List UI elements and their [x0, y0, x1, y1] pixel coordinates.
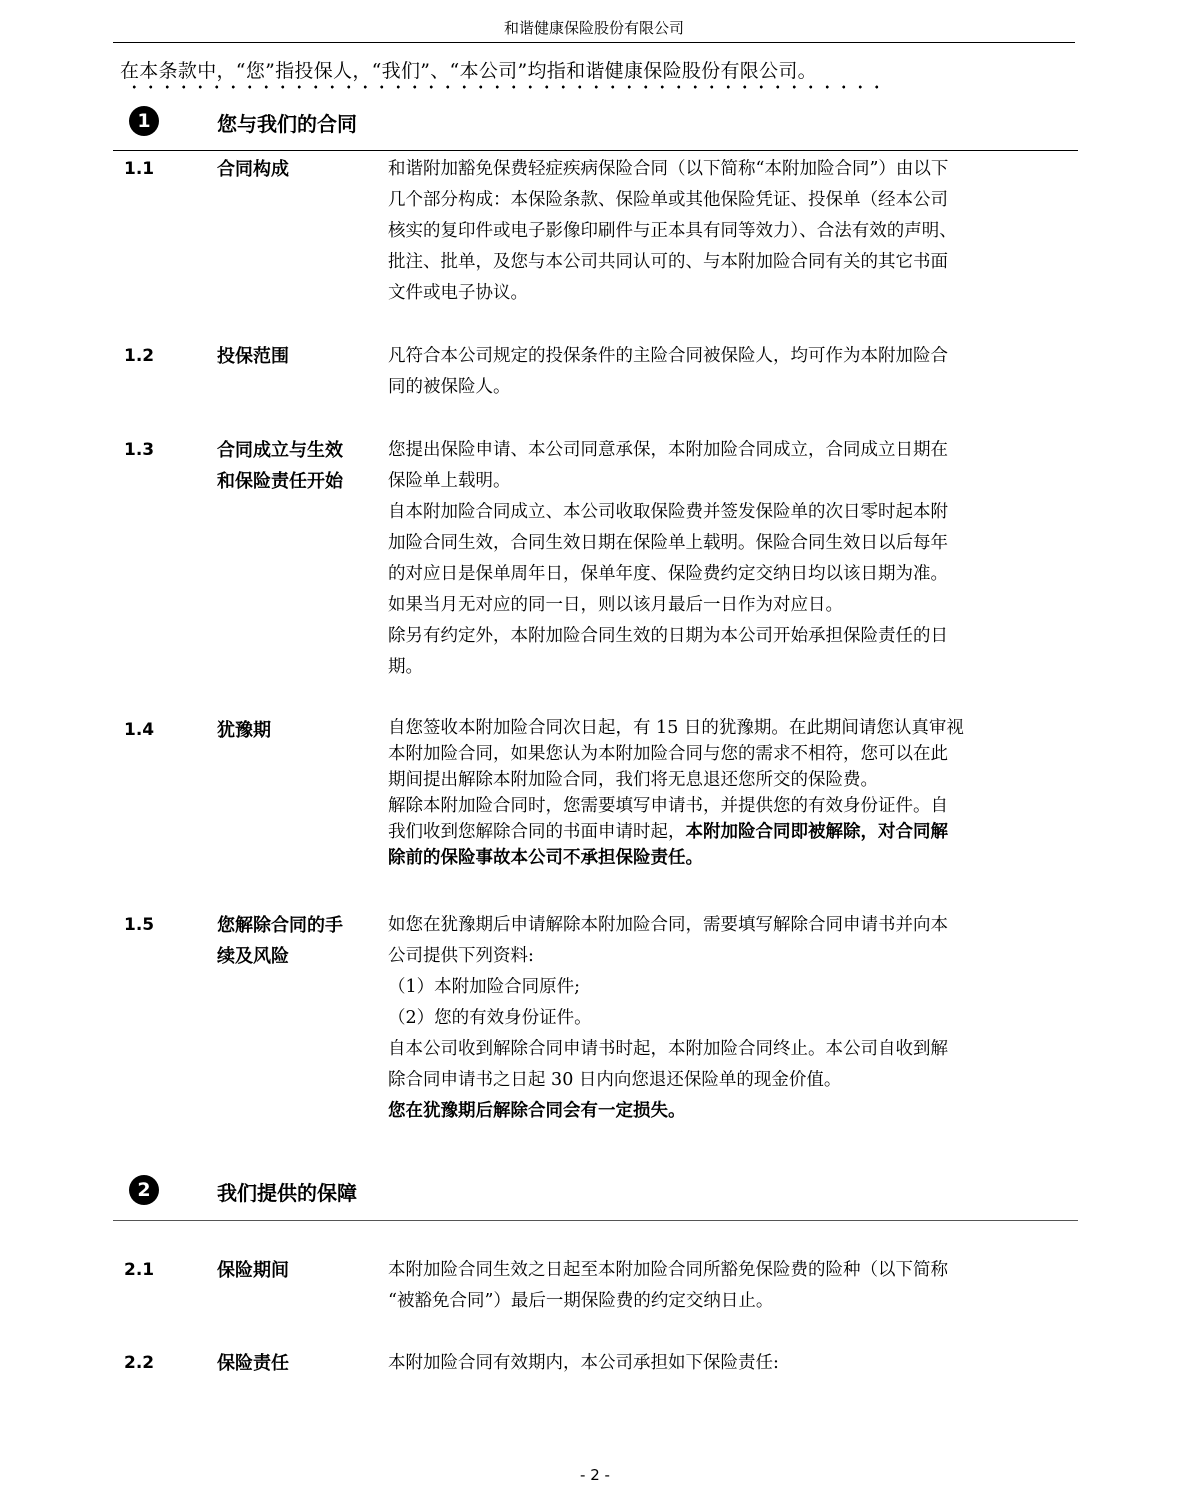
body-line: 本附加险合同有效期内，本公司承担如下保险责任:	[388, 1353, 779, 1373]
section-1-4-title: 犹豫期	[217, 720, 271, 741]
body-line: 凡符合本公司规定的投保条件的主险合同被保险人，均可作为本附加险合	[388, 346, 948, 366]
body-line: 如您在犹豫期后申请解除本附加险合同，需要填写解除合同申请书并向本	[388, 915, 948, 935]
section-1-1-body	[388, 154, 1068, 309]
chapter-1-divider	[113, 150, 1078, 151]
title-line: 您解除合同的手	[217, 915, 343, 936]
body-line: 批注、批单，及您与本公司共同认可的、与本附加险合同有关的其它书面	[388, 252, 948, 272]
body-line: 自本附加险合同成立、本公司收取保险费并签发保险单的次日零时起本附	[388, 502, 948, 522]
section-1-2-number: 1.2	[124, 346, 155, 366]
page-number: - 2 -	[580, 1466, 610, 1484]
body-line: 您提出保险申请、本公司同意承保，本附加险合同成立，合同成立日期在	[388, 440, 948, 460]
body-line: 除合同申请书之日起 30 日内向您退还保险单的现金价值。	[388, 1070, 842, 1090]
section-2-1-title: 保险期间	[217, 1260, 289, 1281]
section-2-1-body	[388, 1255, 1068, 1317]
body-line: “被豁免合同”）最后一期保险费的约定交纳日止。	[388, 1291, 774, 1311]
section-2-2-number: 2.2	[124, 1353, 155, 1373]
section-1-3-title	[217, 435, 377, 497]
section-2-2-title: 保险责任	[217, 1353, 289, 1374]
body-line	[388, 819, 1068, 845]
section-1-1-number: 1.1	[124, 159, 155, 179]
emphasis-dots	[126, 84, 886, 90]
body-line: （2）您的有效身份证件。	[388, 1008, 592, 1028]
body-line: 本附加险合同生效之日起至本附加险合同所豁免保险费的险种（以下简称	[388, 1260, 948, 1280]
chapter-2-number-icon: 2	[129, 1175, 159, 1205]
bold-warning: 除前的保险事故本公司不承担保险责任。	[388, 848, 703, 868]
body-line: 期。	[388, 657, 423, 677]
section-1-1-title: 合同构成	[217, 159, 289, 180]
chapter-1-title: 您与我们的合同	[217, 112, 357, 136]
section-2-2-body	[388, 1348, 1068, 1379]
body-line: 几个部分构成：本保险条款、保险单或其他保险凭证、投保单（经本公司	[388, 190, 948, 210]
chapter-2-divider	[113, 1220, 1078, 1221]
body-line: 自本公司收到解除合同申请书时起，本附加险合同终止。本公司自收到解	[388, 1039, 948, 1059]
body-line: 同的被保险人。	[388, 377, 511, 397]
body-line: 如果当月无对应的同一日，则以该月最后一日作为对应日。	[388, 595, 843, 615]
body-line: （1）本附加险合同原件;	[388, 977, 581, 997]
body-line: 核实的复印件或电子影像印刷件与正本具有同等效力）、合法有效的声明、	[388, 221, 957, 241]
section-1-4-body	[388, 715, 1068, 871]
page-header: 和谐健康保险股份有限公司	[113, 14, 1075, 43]
body-line: 解除本附加险合同时，您需要填写申请书，并提供您的有效身份证件。自	[388, 796, 948, 816]
body-line: 的对应日是保单周年日，保单年度、保险费约定交纳日均以该日期为准。	[388, 564, 948, 584]
body-line: 除另有约定外，本附加险合同生效的日期为本公司开始承担保险责任的日	[388, 626, 948, 646]
body-line: 期间提出解除本附加险合同，我们将无息退还您所交的保险费。	[388, 770, 878, 790]
title-line: 和保险责任开始	[217, 471, 343, 492]
chapter-2-title: 我们提供的保障	[217, 1181, 357, 1205]
body-line: 文件或电子协议。	[388, 283, 528, 303]
body-line: 加险合同生效，合同生效日期在保险单上载明。保险合同生效日以后每年	[388, 533, 948, 553]
chapter-1-number-icon: 1	[129, 106, 159, 136]
body-line: 公司提供下列资料:	[388, 946, 534, 966]
bold-warning: 本附加险合同即被解除，对合同解	[685, 822, 948, 842]
body-line: 自您签收本附加险合同次日起，有 15 日的犹豫期。在此期间请您认真审视	[388, 718, 964, 738]
body-line: 本附加险合同，如果您认为本附加险合同与您的需求不相符，您可以在此	[388, 744, 948, 764]
section-1-5-number: 1.5	[124, 915, 155, 935]
title-line: 续及风险	[217, 946, 289, 967]
body-text: 我们收到您解除合同的书面申请时起，	[388, 822, 686, 842]
body-line: 和谐附加豁免保费轻症疾病保险合同（以下简称“本附加险合同”）由以下	[388, 159, 949, 179]
section-1-2-body	[388, 341, 1068, 403]
title-line: 合同成立与生效	[217, 440, 343, 461]
section-2-1-number: 2.1	[124, 1260, 155, 1280]
section-1-5-body	[388, 910, 1068, 1127]
body-line: 保险单上载明。	[388, 471, 511, 491]
section-1-4-number: 1.4	[124, 720, 155, 740]
bold-warning: 您在犹豫期后解除合同会有一定损失。	[388, 1101, 686, 1121]
section-1-3-number: 1.3	[124, 440, 155, 460]
section-1-2-title: 投保范围	[217, 346, 289, 367]
section-1-3-body	[388, 435, 1068, 683]
intro-text: 在本条款中，“您”指投保人，“我们”、“本公司”均指和谐健康保险股份有限公司。	[120, 60, 817, 82]
section-1-5-title	[217, 910, 377, 972]
